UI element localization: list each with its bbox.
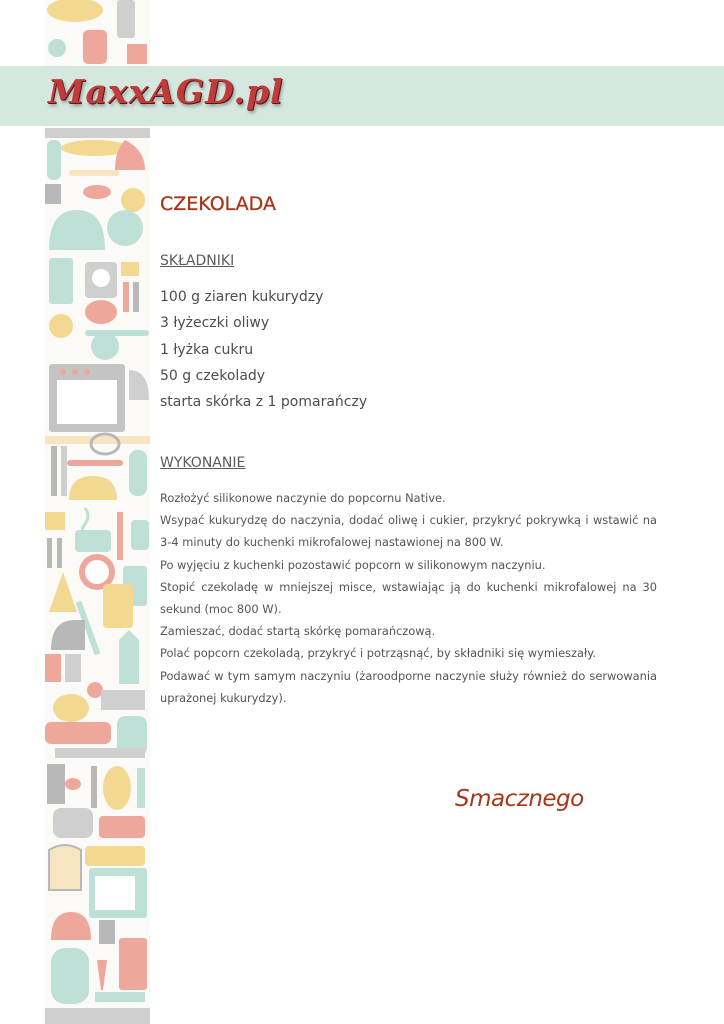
method-heading: WYKONANIE: [160, 455, 246, 471]
ingredient-item: starta skórka z 1 pomarańczy: [160, 394, 368, 411]
ingredient-item: 100 g ziaren kukurydzy: [160, 289, 324, 305]
maxxagd-logo: MaxxAGD.pl: [48, 72, 284, 111]
method-step: Wsypać kukurydzę do naczynia, dodać oliwę i cukier, przykryć pokrywką i wstawić na 3-4 minuty do kuchenki mikrofalowej nastawionej na 800 W.: [160, 513, 657, 550]
ingredient-item: 3 łyżeczki oliwy: [160, 315, 270, 332]
kitchenware-pattern: [45, 0, 150, 1024]
method-steps: [160, 487, 657, 709]
decorative-kitchenware-strip: [45, 0, 150, 1024]
method-step: Podawać w tym samym naczyniu (żaroodporne naczynie służy również do serwowania uprażonej kukurydzy).: [160, 668, 657, 705]
method-step: Polać popcorn czekoladą, przykryć i potrząsnąć, by składniki się wymieszały.: [160, 646, 596, 661]
recipe-title: CZEKOLADA: [160, 193, 276, 215]
ingredient-item: 50 g czekolady: [160, 367, 266, 384]
ingredient-item: 1 łyżka cukru: [160, 341, 254, 358]
ingredients-list: [160, 286, 367, 417]
ingredients-heading: SKŁADNIKI: [160, 253, 235, 269]
method-step: Po wyjęciu z kuchenki pozostawić popcorn w silikonowym naczyniu.: [160, 557, 546, 572]
method-step: Stopić czekoladę w mniejszej misce, wstawiając ją do kuchenki mikrofalowej na 30 sekund (moc 800 W).: [160, 579, 657, 617]
method-step: Rozłożyć silikonowe naczynie do popcornu Native.: [160, 491, 446, 505]
signoff-text: Smacznego: [455, 786, 584, 812]
method-step: Zamieszać, dodać startą skórkę pomarańczową.: [160, 624, 436, 639]
